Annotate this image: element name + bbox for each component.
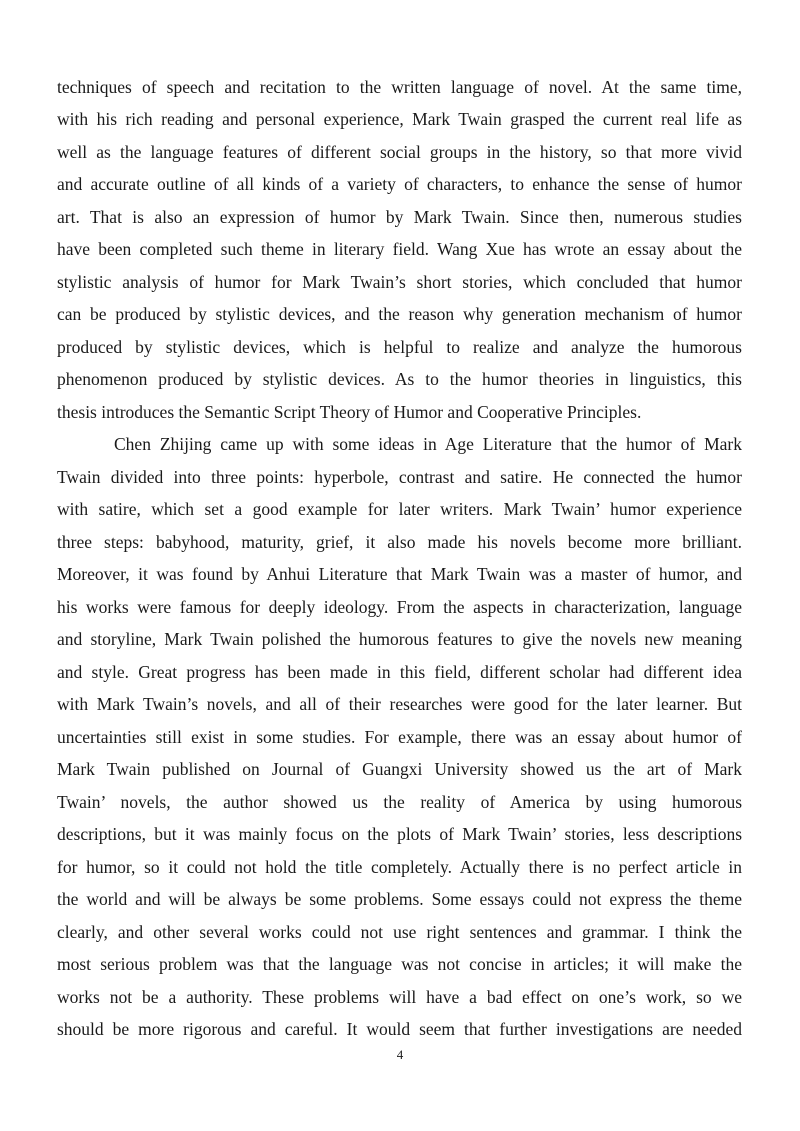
text-line: works not be a authority. These problems will have a bad effect on one’s work, so we [57, 987, 742, 1007]
text-line: and accurate outline of all kinds of a variety of characters, to enhance the sense of humor [57, 174, 742, 194]
text-line: the world and will be always be some problems. Some essays could not express the theme [57, 889, 742, 909]
text-line: for humor, so it could not hold the title completely. Actually there is no perfect article in [57, 857, 742, 877]
text-line: phenomenon produced by stylistic devices. As to the humor theories in linguistics, this [57, 369, 742, 389]
text-line: can be produced by stylistic devices, and the reason why generation mechanism of humor [57, 304, 742, 324]
text-line: should be more rigorous and careful. It would seem that further investigations are needed [57, 1019, 742, 1039]
text-line: uncertainties still exist in some studies. For example, there was an essay about humor of [57, 727, 742, 747]
text-line: Twain’ novels, the author showed us the reality of America by using humorous [57, 792, 742, 812]
text-line: clearly, and other several works could not use right sentences and grammar. I think the [57, 922, 742, 942]
text-line: and style. Great progress has been made in this field, different scholar had different idea [57, 662, 742, 682]
text-line: Twain divided into three points: hyperbole, contrast and satire. He connected the humor [57, 467, 742, 487]
text-line: his works were famous for deeply ideology. From the aspects in characterization, language [57, 597, 742, 617]
text-line: stylistic analysis of humor for Mark Twain’s short stories, which concluded that humor [57, 272, 742, 292]
text-line: well as the language features of different social groups in the history, so that more vivid [57, 142, 742, 162]
text-line: Mark Twain published on Journal of Guangxi University showed us the art of Mark [57, 759, 742, 779]
text-line: with Mark Twain’s novels, and all of their researches were good for the later learner. But [57, 694, 742, 714]
text-line: most serious problem was that the language was not concise in articles; it will make the [57, 954, 742, 974]
text-line: art. That is also an expression of humor by Mark Twain. Since then, numerous studies [57, 207, 742, 227]
text-line: Moreover, it was found by Anhui Literature that Mark Twain was a master of humor, and [57, 564, 742, 584]
text-line: descriptions, but it was mainly focus on the plots of Mark Twain’ stories, less descriptions [57, 824, 742, 844]
text-line: three steps: babyhood, maturity, grief, it also made his novels become more brilliant. [57, 532, 742, 552]
text-line: with his rich reading and personal experience, Mark Twain grasped the current real life as [57, 109, 742, 129]
text-line: with satire, which set a good example for later writers. Mark Twain’ humor experience [57, 499, 742, 519]
text-line: techniques of speech and recitation to the written language of novel. At the same time, [57, 77, 742, 97]
text-line: Chen Zhijing came up with some ideas in Age Literature that the humor of Mark [114, 434, 742, 454]
text-line: and storyline, Mark Twain polished the humorous features to give the novels new meaning [57, 629, 742, 649]
text-line: produced by stylistic devices, which is helpful to realize and analyze the humorous [57, 337, 742, 357]
text-line: have been completed such theme in literary field. Wang Xue has wrote an essay about the [57, 239, 742, 259]
text-line: thesis introduces the Semantic Script Theory of Humor and Cooperative Principles. [57, 402, 642, 422]
page-number: 4 [396, 1047, 404, 1062]
